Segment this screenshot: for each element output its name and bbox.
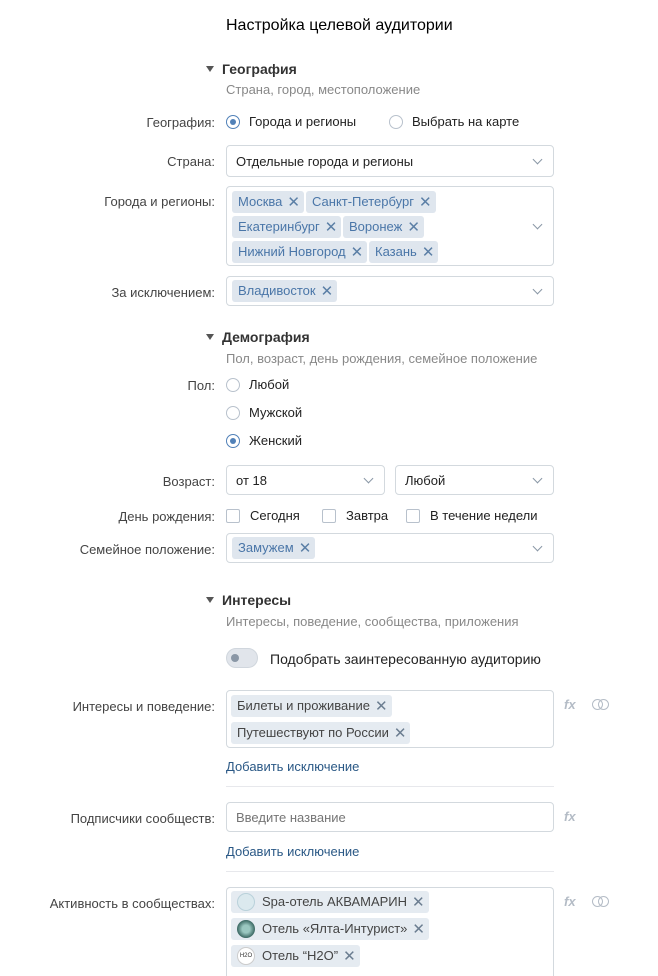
radio-sex-female[interactable] bbox=[226, 433, 302, 448]
checkbox-icon bbox=[226, 509, 240, 523]
community-avatar bbox=[237, 893, 255, 911]
section-subtitle: Интересы, поведение, сообщества, приложения bbox=[226, 614, 519, 629]
page-title: Настройка целевой аудитории bbox=[226, 17, 453, 34]
remove-tag-icon[interactable]: ✕ bbox=[374, 697, 388, 715]
remove-tag-icon[interactable]: ✕ bbox=[421, 243, 435, 261]
tag-city: Воронеж ✕ bbox=[343, 216, 424, 238]
tag-city: Москва ✕ bbox=[232, 191, 304, 213]
chevron-down-icon bbox=[533, 155, 543, 165]
subscribers-input[interactable] bbox=[226, 802, 554, 832]
tag-marital: Замужем ✕ bbox=[232, 537, 315, 559]
tag-community: Spa-отель АКВАМАРИН ✕ bbox=[231, 891, 429, 913]
section-demography-toggle[interactable] bbox=[206, 329, 310, 345]
remove-tag-icon[interactable]: ✕ bbox=[412, 893, 425, 911]
section-subtitle: Страна, город, местоположение bbox=[226, 82, 421, 97]
chevron-down-icon bbox=[533, 474, 543, 484]
remove-tag-icon[interactable]: ✕ bbox=[412, 920, 425, 938]
age-from-value: от 18 bbox=[236, 473, 267, 488]
remove-tag-icon[interactable]: ✕ bbox=[418, 193, 432, 211]
marital-label: Семейное положение: bbox=[79, 542, 215, 557]
collapse-triangle-icon bbox=[206, 597, 214, 603]
collapse-triangle-icon bbox=[206, 66, 214, 72]
radio-sex-any[interactable] bbox=[226, 377, 289, 392]
country-select[interactable] bbox=[226, 145, 554, 177]
remove-tag-icon[interactable]: ✕ bbox=[320, 282, 334, 300]
sex-label: Пол: bbox=[187, 378, 215, 393]
remove-tag-icon[interactable]: ✕ bbox=[350, 243, 364, 261]
checkbox-birthday-week[interactable] bbox=[406, 508, 538, 523]
audience-toggle-label: Подобрать заинтересованную аудиторию bbox=[270, 651, 541, 667]
radio-label: Любой bbox=[249, 377, 290, 392]
tag-city: Нижний Новгород ✕ bbox=[232, 241, 367, 263]
exclude-label: За исключением: bbox=[111, 285, 215, 300]
section-title: Демография bbox=[222, 329, 310, 345]
tag-interest: Путешествуют по России ✕ bbox=[231, 722, 410, 744]
radio-label: Выбрать на карте bbox=[412, 114, 520, 129]
remove-tag-icon[interactable]: ✕ bbox=[343, 947, 356, 965]
radio-checked-icon bbox=[226, 115, 240, 129]
remove-tag-icon[interactable]: ✕ bbox=[407, 218, 420, 236]
checkbox-icon bbox=[406, 509, 420, 523]
activity-label: Активность в сообществах: bbox=[49, 896, 215, 911]
intersection-rings-icon[interactable] bbox=[592, 699, 608, 709]
section-geography-toggle[interactable] bbox=[206, 61, 297, 77]
activity-multiselect[interactable] bbox=[226, 887, 554, 976]
intersection-rings-icon[interactable] bbox=[592, 896, 608, 906]
radio-checked-icon bbox=[226, 434, 240, 448]
divider bbox=[226, 786, 554, 787]
age-label: Возраст: bbox=[162, 474, 215, 489]
checkbox-birthday-tomorrow[interactable] bbox=[322, 508, 388, 523]
chevron-down-icon bbox=[533, 542, 543, 552]
remove-tag-icon[interactable]: ✕ bbox=[393, 724, 407, 742]
behavior-label: Интересы и поведение: bbox=[72, 699, 215, 714]
radio-label: Города и регионы bbox=[249, 114, 357, 129]
checkbox-label: Завтра bbox=[346, 508, 389, 523]
age-from-select[interactable] bbox=[226, 465, 385, 495]
behavior-multiselect[interactable] bbox=[226, 690, 554, 748]
country-label: Страна: bbox=[167, 154, 215, 169]
subscribers-label: Подписчики сообществ: bbox=[70, 811, 215, 826]
checkbox-label: В течение недели bbox=[430, 508, 538, 523]
radio-sex-male[interactable] bbox=[226, 405, 302, 420]
tag-interest: Билеты и проживание ✕ bbox=[231, 695, 392, 717]
checkbox-birthday-today[interactable] bbox=[226, 508, 300, 523]
tag-city: Екатеринбург ✕ bbox=[232, 216, 341, 238]
tag-city: Казань ✕ bbox=[369, 241, 438, 263]
section-title: География bbox=[222, 61, 297, 77]
add-exclusion-link[interactable]: Добавить исключение bbox=[226, 844, 360, 859]
chevron-down-icon bbox=[364, 474, 374, 484]
age-to-select[interactable] bbox=[395, 465, 554, 495]
community-avatar bbox=[237, 920, 255, 938]
section-title: Интересы bbox=[222, 592, 292, 608]
birthday-label: День рождения: bbox=[118, 509, 215, 524]
country-value: Отдельные города и регионы bbox=[236, 154, 414, 169]
marital-multiselect[interactable] bbox=[226, 533, 554, 563]
fx-icon[interactable]: fx bbox=[564, 894, 576, 909]
remove-tag-icon[interactable]: ✕ bbox=[287, 193, 300, 211]
exclude-multiselect[interactable] bbox=[226, 276, 554, 306]
radio-select-on-map[interactable] bbox=[389, 114, 519, 129]
checkbox-icon bbox=[322, 509, 336, 523]
section-interests-toggle[interactable] bbox=[206, 592, 291, 608]
section-subtitle: Пол, возраст, день рождения, семейное положение bbox=[226, 351, 538, 366]
cities-label: Города и регионы: bbox=[104, 194, 215, 209]
tag-city: Владивосток ✕ bbox=[232, 280, 337, 302]
age-to-value: Любой bbox=[405, 473, 446, 488]
chevron-down-icon bbox=[533, 220, 543, 230]
radio-unchecked-icon bbox=[389, 115, 403, 129]
radio-label: Мужской bbox=[249, 405, 303, 420]
radio-unchecked-icon bbox=[226, 406, 240, 420]
community-avatar: H2O bbox=[237, 947, 255, 965]
cities-multiselect[interactable] bbox=[226, 186, 554, 266]
geography-label: География: bbox=[146, 115, 215, 130]
chevron-down-icon bbox=[533, 285, 543, 295]
tag-community: Отель «Ялта-Интурист» ✕ bbox=[231, 918, 429, 940]
fx-icon[interactable]: fx bbox=[564, 809, 576, 824]
tag-community: H2O Отель “H2O” ✕ bbox=[231, 945, 360, 967]
checkbox-label: Сегодня bbox=[250, 508, 300, 523]
collapse-triangle-icon bbox=[206, 334, 214, 340]
remove-tag-icon[interactable]: ✕ bbox=[298, 539, 312, 557]
fx-icon[interactable]: fx bbox=[564, 697, 576, 712]
audience-toggle-switch[interactable] bbox=[226, 648, 258, 668]
add-exclusion-link[interactable]: Добавить исключение bbox=[226, 759, 360, 774]
remove-tag-icon[interactable]: ✕ bbox=[324, 218, 338, 236]
radio-cities-regions[interactable] bbox=[226, 114, 356, 129]
divider bbox=[226, 871, 554, 872]
tag-city: Санкт-Петербург ✕ bbox=[306, 191, 436, 213]
radio-unchecked-icon bbox=[226, 378, 240, 392]
radio-label: Женский bbox=[249, 433, 302, 448]
